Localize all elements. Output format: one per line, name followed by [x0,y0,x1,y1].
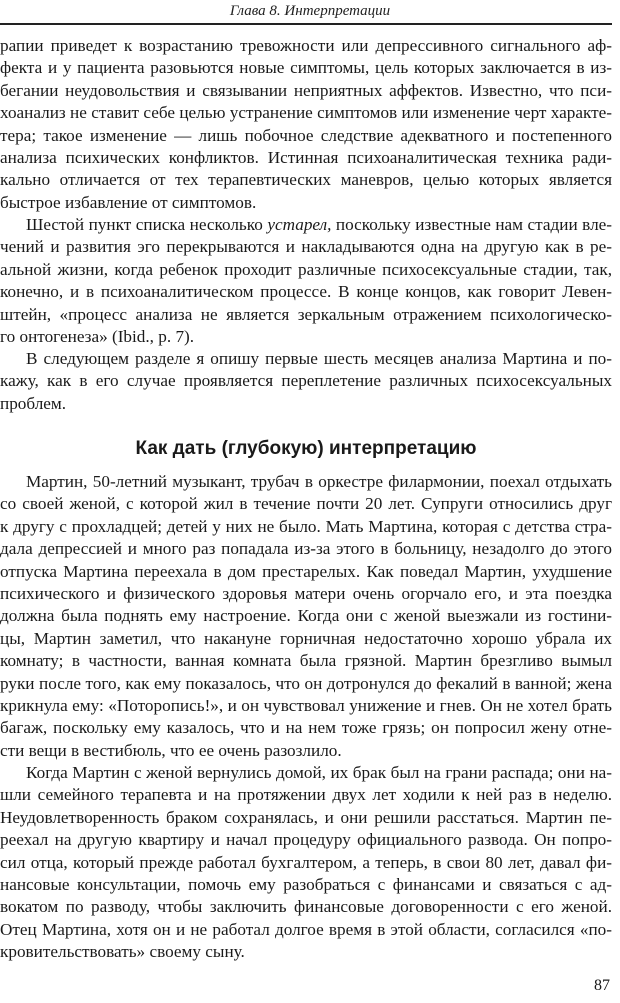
text-line: психического и физического здоровья матери очень огорчало его, и эта поездка [0,583,612,603]
text-line: комнату; в частности, ванная комната была грязной. Мартин брезгливо вымыл [0,651,612,671]
text-line: к другу с прохладцей; детей у них не было. Мать Мартина, которая с детства стра- [0,516,612,536]
italic-emphasis: устарел, [267,215,332,234]
paragraph-martin-return [0,762,612,964]
text-line: цы, Мартин заметил, что накануне горничная недостаточно хорошо убрала их [0,628,612,648]
page-number: 87 [594,977,610,994]
text-line: конечно, и в психоаналитическом процессе. В конце концов, как говорит Левен- [0,282,612,302]
text-line: со своей женой, с которой жил в течение почти 20 лет. Супруги относились друг [0,494,612,514]
paragraph-continuation [0,35,612,214]
paragraph-next-section [0,348,612,415]
text-line: рапии приведет к возрастанию тревожности или депрессивного сигнального аф- [0,36,612,55]
text-line: нансовые консультации, помочь ему разобраться с финансами и связаться с ад- [0,874,612,894]
text-line: багаж, поскольку ему казалось, что и на нем тоже грязь; он попросил жену отне- [0,718,612,738]
text-line: чений и развития эго перекрываются и накладываются одна на другую как в ре- [0,237,612,257]
text-line: тера; такое изменение — лишь побочное следствие адекватного и постепенного [0,125,612,145]
text-line: отпуска Мартина переехала в дом престарелых. Как поведал Мартин, ухудшение [0,561,612,581]
header-rule [0,23,612,25]
text-line: Мартин, 50-летний музыкант, трубач в оркестре филармонии, поехал отдыхать [26,472,612,491]
text-line: кровительствовать» своему сыну. [0,942,245,962]
paragraph-martin-intro [0,471,612,762]
text-line: кажу, как в его случае проявляется переплетение различных психосексуальных [0,371,612,391]
text-line: руки после того, как ему показалось, что он дотронулся до фекалий в ванной; жена [0,673,612,693]
text-line: кально отличается от тех терапевтических маневров, целью которых является [0,170,612,190]
text-line: Шестой пункт списка несколько устарел, поскольку известные нам стадии вле- [26,215,612,234]
text-line: шли семейного терапевта и на протяжении двух лет ходили к ней раз в неделю. [0,785,612,805]
text-line: бегании неудовольствия и связывании неприятных аффектов. Известно, что пси- [0,80,612,100]
text-line: го онтогенеза» (Ibid., p. 7). [0,326,195,346]
text-line: быстрое избавление от симптомов. [0,192,257,212]
text-line: должна была поднять ему настроение. Когда они с женой выезжали из гостини- [0,606,612,626]
section-heading: Как дать (глубокую) интерпретацию [135,438,477,459]
text-line: анализа психических конфликтов. Истинная психоаналитическая техника ради- [0,147,612,167]
text-line: хоанализ не ставит себе целью устранение симптомов или изменение черт характе- [0,103,612,123]
text-line: В следующем разделе я опишу первые шесть месяцев анализа Мартина и по- [26,349,612,368]
text-line: реехал на другую квартиру и начал процедуру официального развода. Он попро- [0,830,612,850]
text-line: альной жизни, когда ребенок проходит различные психосексуальные стадии, так, [0,259,612,279]
text-line: сил отца, который прежде работал бухгалтером, а теперь, в свои 80 лет, давал фи- [0,852,612,872]
text-line: Отец Мартина, хотя он и не работал долгое время в этой области, согласился «по- [0,919,612,939]
text-line: Неудовлетворенность браком сохранялась, и они решили расстаться. Мартин пе- [0,807,612,827]
text-line: сти вещи в вестибюль, что ее очень разозлило. [0,740,342,760]
text-line: штейн, «процесс анализа не является зеркальным отражением психологическо- [0,304,612,324]
text-line: крикнула ему: «Поторопись!», и он чувствовал унижение и гнев. Он не хотел брать [0,695,612,715]
running-head: Глава 8. Интерпретации [229,3,391,19]
text-line: проблем. [0,393,67,413]
text-line: фекта и у пациента разовьются новые симптомы, цель которых заключается в из- [0,58,612,78]
text-line: Когда Мартин с женой вернулись домой, их брак был на грани распада; они на- [26,763,612,782]
text-line: вокатом по разводу, чтобы заключить финансовые договоренности с его женой. [0,897,612,917]
paragraph-sixth-point [0,214,612,348]
text-line: дала депрессией и много раз попадала из-за этого в больницу, незадолго до этого [0,539,612,559]
